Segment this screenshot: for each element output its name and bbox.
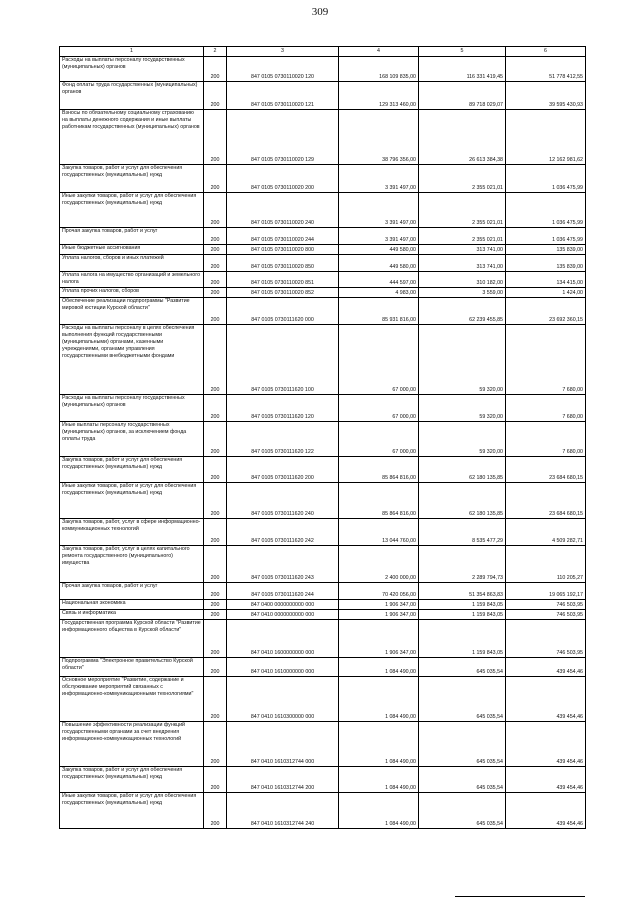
table-row	[60, 793, 586, 829]
row-column-2: 200	[204, 57, 227, 82]
row-value-6: 439 454,46	[506, 722, 586, 767]
row-name: Закупка товаров, работ и услуг для обеспечения государственных (муниципальных) нужд	[60, 165, 204, 193]
row-value-4: 4 983,00	[339, 288, 419, 298]
row-name: Закупка товаров, работ и услуг для обеспечения государственных (муниципальных) нужд	[60, 457, 204, 483]
row-value-4: 3 391 497,00	[339, 165, 419, 193]
row-name: Прочая закупка товаров, работ и услуг	[60, 228, 204, 245]
row-value-6: 4 509 282,71	[506, 519, 586, 546]
row-code: 847 0410 1610312744 200	[227, 767, 339, 793]
row-column-2: 200	[204, 165, 227, 193]
row-code: 847 0105 0730111620 200	[227, 457, 339, 483]
row-value-6: 7 680,00	[506, 395, 586, 422]
row-column-2: 200	[204, 519, 227, 546]
row-column-2: 200	[204, 110, 227, 165]
row-column-2: 200	[204, 767, 227, 793]
row-value-4: 2 400 000,00	[339, 546, 419, 583]
row-value-5: 645 035,54	[419, 677, 506, 722]
row-value-4: 1 084 490,00	[339, 793, 419, 829]
row-value-4: 1 906 347,00	[339, 610, 419, 620]
column-header-6: 6	[506, 47, 586, 57]
row-name: Обеспечение реализации подпрограммы "Развитие мировой юстиции Курской области"	[60, 298, 204, 325]
table-row	[60, 298, 586, 325]
row-name: Связь и информатика	[60, 610, 204, 620]
row-value-5: 26 613 384,38	[419, 110, 506, 165]
row-name: Повышение эффективности реализации функций государственными органами за счет внедрения информационно-коммуникационных технологий	[60, 722, 204, 767]
table-row	[60, 272, 586, 288]
row-value-5: 62 180 135,85	[419, 457, 506, 483]
row-column-2: 200	[204, 658, 227, 677]
table-row	[60, 422, 586, 457]
row-code: 847 0105 0730110020 129	[227, 110, 339, 165]
row-column-2: 200	[204, 325, 227, 395]
row-value-6: 23 684 680,15	[506, 483, 586, 519]
row-value-4: 85 931 816,00	[339, 298, 419, 325]
row-value-5: 2 355 021,01	[419, 228, 506, 245]
row-name: Закупка товаров, работ и услуг для обеспечения государственных (муниципальных) нужд	[60, 767, 204, 793]
row-column-2: 200	[204, 82, 227, 110]
row-value-5: 51 354 863,83	[419, 583, 506, 600]
row-code: 847 0105 0730111620 122	[227, 422, 339, 457]
row-value-4: 1 084 490,00	[339, 658, 419, 677]
row-column-2: 200	[204, 483, 227, 519]
row-code: 847 0105 0730111620 120	[227, 395, 339, 422]
row-code: 847 0105 0730111620 240	[227, 483, 339, 519]
table-row	[60, 82, 586, 110]
row-code: 847 0410 0000000000 000	[227, 610, 339, 620]
row-value-6: 12 162 981,62	[506, 110, 586, 165]
row-value-4: 444 597,00	[339, 272, 419, 288]
row-value-5: 313 741,00	[419, 245, 506, 255]
row-code: 847 0105 0730110020 244	[227, 228, 339, 245]
table-row	[60, 658, 586, 677]
row-name: Закупка товаров, работ, услуг в целях капитального ремонта государственного (муниципального) имущества	[60, 546, 204, 583]
row-value-5: 3 559,00	[419, 288, 506, 298]
row-value-5: 1 159 843,05	[419, 610, 506, 620]
row-code: 847 0105 0730110020 200	[227, 165, 339, 193]
table-header-row	[60, 47, 586, 57]
row-code: 847 0105 0730110020 240	[227, 193, 339, 228]
row-name: Иные закупки товаров, работ и услуг для обеспечения государственных (муниципальных) нужд	[60, 483, 204, 519]
row-name: Прочая закупка товаров, работ и услуг	[60, 583, 204, 600]
row-value-4: 13 044 760,00	[339, 519, 419, 546]
row-value-5: 645 035,54	[419, 722, 506, 767]
row-value-4: 3 391 497,00	[339, 193, 419, 228]
row-code: 847 0105 0730110020 852	[227, 288, 339, 298]
row-value-5: 2 289 794,73	[419, 546, 506, 583]
row-value-6: 51 778 412,55	[506, 57, 586, 82]
row-column-2: 200	[204, 272, 227, 288]
table-row	[60, 245, 586, 255]
row-column-2: 200	[204, 255, 227, 272]
table-row	[60, 228, 586, 245]
table-row	[60, 610, 586, 620]
row-code: 847 0105 0730110020 851	[227, 272, 339, 288]
table-row	[60, 583, 586, 600]
row-value-6: 1 424,00	[506, 288, 586, 298]
row-code: 847 0105 0730110020 800	[227, 245, 339, 255]
row-value-4: 3 391 497,00	[339, 228, 419, 245]
row-code: 847 0410 1610312744 240	[227, 793, 339, 829]
row-column-2: 200	[204, 722, 227, 767]
row-name: Закупка товаров, работ, услуг в сфере информационно-коммуникационных технологий	[60, 519, 204, 546]
row-value-5: 59 320,00	[419, 422, 506, 457]
row-code: 847 0400 0000000000 000	[227, 600, 339, 610]
row-value-4: 1 084 490,00	[339, 722, 419, 767]
column-header-5: 5	[419, 47, 506, 57]
row-value-4: 449 580,00	[339, 245, 419, 255]
row-code: 847 0105 0730111620 244	[227, 583, 339, 600]
row-name: Фонд оплаты труда государственных (муниципальных) органов	[60, 82, 204, 110]
row-value-6: 439 454,46	[506, 767, 586, 793]
row-code: 847 0410 1610300000 000	[227, 677, 339, 722]
table-row	[60, 677, 586, 722]
row-value-5: 116 331 419,45	[419, 57, 506, 82]
row-column-2: 200	[204, 583, 227, 600]
row-column-2: 200	[204, 620, 227, 658]
footer-rule	[455, 896, 585, 897]
row-value-4: 67 000,00	[339, 422, 419, 457]
table-row	[60, 483, 586, 519]
row-column-2: 200	[204, 793, 227, 829]
table-row	[60, 620, 586, 658]
row-value-6: 19 065 192,17	[506, 583, 586, 600]
row-name: Уплата налогов, сборов и иных платежей	[60, 255, 204, 272]
table-row	[60, 165, 586, 193]
row-value-4: 1 084 490,00	[339, 677, 419, 722]
row-value-4: 168 109 835,00	[339, 57, 419, 82]
row-name: Иные закупки товаров, работ и услуг для обеспечения государственных (муниципальных) нужд	[60, 793, 204, 829]
row-value-5: 1 159 843,05	[419, 600, 506, 610]
table-body	[60, 57, 586, 829]
row-name: Национальная экономика	[60, 600, 204, 610]
row-column-2: 200	[204, 193, 227, 228]
row-code: 847 0105 0730110020 121	[227, 82, 339, 110]
column-header-4: 4	[339, 47, 419, 57]
row-value-6: 110 205,27	[506, 546, 586, 583]
row-name: Взносы по обязательному социальному страхованию на выплаты денежного содержания и иные выплаты работникам государственных (муниципальных) органов	[60, 110, 204, 165]
table-row	[60, 325, 586, 395]
table-row	[60, 600, 586, 610]
table-row	[60, 767, 586, 793]
row-value-6: 135 839,00	[506, 245, 586, 255]
row-value-6: 746 503,95	[506, 600, 586, 610]
row-column-2: 200	[204, 395, 227, 422]
row-column-2: 200	[204, 600, 227, 610]
row-column-2: 200	[204, 457, 227, 483]
row-value-5: 310 182,00	[419, 272, 506, 288]
row-name: Расходы на выплаты персоналу государственных (муниципальных) органов	[60, 57, 204, 82]
row-value-6: 439 454,46	[506, 658, 586, 677]
row-code: 847 0410 1600000000 000	[227, 620, 339, 658]
row-value-5: 1 159 843,05	[419, 620, 506, 658]
row-value-6: 1 036 475,99	[506, 165, 586, 193]
row-value-5: 62 239 455,85	[419, 298, 506, 325]
row-value-5: 645 035,54	[419, 767, 506, 793]
row-code: 847 0105 0730111620 242	[227, 519, 339, 546]
table-row	[60, 193, 586, 228]
row-name: Основное мероприятие "Развитие, содержание и обслуживание мероприятий связанных с информационно-коммуникационными технологиями"	[60, 677, 204, 722]
row-value-6: 23 684 680,15	[506, 457, 586, 483]
table-row	[60, 110, 586, 165]
row-value-4: 1 084 490,00	[339, 767, 419, 793]
row-code: 847 0410 1610312744 000	[227, 722, 339, 767]
table-row	[60, 519, 586, 546]
row-code: 847 0105 0730111620 000	[227, 298, 339, 325]
row-name: Расходы на выплаты персоналу государственных (муниципальных) органов	[60, 395, 204, 422]
row-column-2: 200	[204, 546, 227, 583]
table-row	[60, 457, 586, 483]
row-value-5: 59 320,00	[419, 395, 506, 422]
table-row	[60, 255, 586, 272]
table-row	[60, 546, 586, 583]
budget-table	[59, 46, 586, 829]
row-value-5: 645 035,54	[419, 658, 506, 677]
row-value-4: 449 580,00	[339, 255, 419, 272]
row-value-6: 23 692 360,15	[506, 298, 586, 325]
row-value-4: 129 313 460,00	[339, 82, 419, 110]
row-value-4: 70 420 056,00	[339, 583, 419, 600]
row-name: Уплата налога на имущество организаций и земельного налога	[60, 272, 204, 288]
row-value-6: 39 595 430,93	[506, 82, 586, 110]
table-row	[60, 288, 586, 298]
row-value-4: 85 864 816,00	[339, 483, 419, 519]
row-value-6: 439 454,46	[506, 793, 586, 829]
row-value-6: 746 503,95	[506, 610, 586, 620]
column-header-1: 1	[60, 47, 204, 57]
row-name: Подпрограмма "Электронное правительство Курской области"	[60, 658, 204, 677]
table-row	[60, 57, 586, 82]
row-value-5: 59 320,00	[419, 325, 506, 395]
page-number: 309	[311, 6, 329, 18]
row-name: Уплата прочих налогов, сборов	[60, 288, 204, 298]
row-code: 847 0105 0730111620 100	[227, 325, 339, 395]
row-column-2: 200	[204, 288, 227, 298]
row-column-2: 200	[204, 610, 227, 620]
row-name: Государственная программа Курской области "Развитие информационного общества в Курской области"	[60, 620, 204, 658]
row-value-5: 89 718 029,07	[419, 82, 506, 110]
row-column-2: 200	[204, 422, 227, 457]
row-column-2: 200	[204, 298, 227, 325]
column-header-2: 2	[204, 47, 227, 57]
row-value-4: 67 000,00	[339, 325, 419, 395]
row-name: Иные выплаты персоналу государственных (муниципальных) органов, за исключением фонда оплаты труда	[60, 422, 204, 457]
row-code: 847 0410 1610000000 000	[227, 658, 339, 677]
table-row	[60, 395, 586, 422]
row-name: Расходы на выплаты персоналу в целях обеспечения выполнения функций государственными (муниципальными) органами, казенными учреждениями, органами управления государственными внебюджетными фондами	[60, 325, 204, 395]
row-name: Иные закупки товаров, работ и услуг для обеспечения государственных (муниципальных) нужд	[60, 193, 204, 228]
row-value-5: 8 535 477,29	[419, 519, 506, 546]
row-value-6: 134 415,00	[506, 272, 586, 288]
row-value-6: 1 036 475,99	[506, 193, 586, 228]
row-value-5: 2 355 021,01	[419, 193, 506, 228]
row-value-4: 85 864 816,00	[339, 457, 419, 483]
row-value-6: 1 036 475,99	[506, 228, 586, 245]
row-code: 847 0105 0730111620 243	[227, 546, 339, 583]
row-value-4: 67 000,00	[339, 395, 419, 422]
row-value-5: 62 180 135,85	[419, 483, 506, 519]
row-value-6: 7 680,00	[506, 325, 586, 395]
row-value-5: 645 035,54	[419, 793, 506, 829]
row-column-2: 200	[204, 677, 227, 722]
row-value-6: 7 680,00	[506, 422, 586, 457]
column-header-3: 3	[227, 47, 339, 57]
row-code: 847 0105 0730110020 850	[227, 255, 339, 272]
row-value-6: 135 839,00	[506, 255, 586, 272]
row-value-6: 439 454,46	[506, 677, 586, 722]
row-value-4: 1 906 347,00	[339, 600, 419, 610]
row-value-6: 746 503,95	[506, 620, 586, 658]
row-value-5: 2 355 021,01	[419, 165, 506, 193]
row-column-2: 200	[204, 228, 227, 245]
row-value-4: 38 796 356,00	[339, 110, 419, 165]
table-row	[60, 722, 586, 767]
row-column-2: 200	[204, 245, 227, 255]
row-name: Иные бюджетные ассигнования	[60, 245, 204, 255]
row-code: 847 0105 0730110020 120	[227, 57, 339, 82]
row-value-4: 1 906 347,00	[339, 620, 419, 658]
row-value-5: 313 741,00	[419, 255, 506, 272]
